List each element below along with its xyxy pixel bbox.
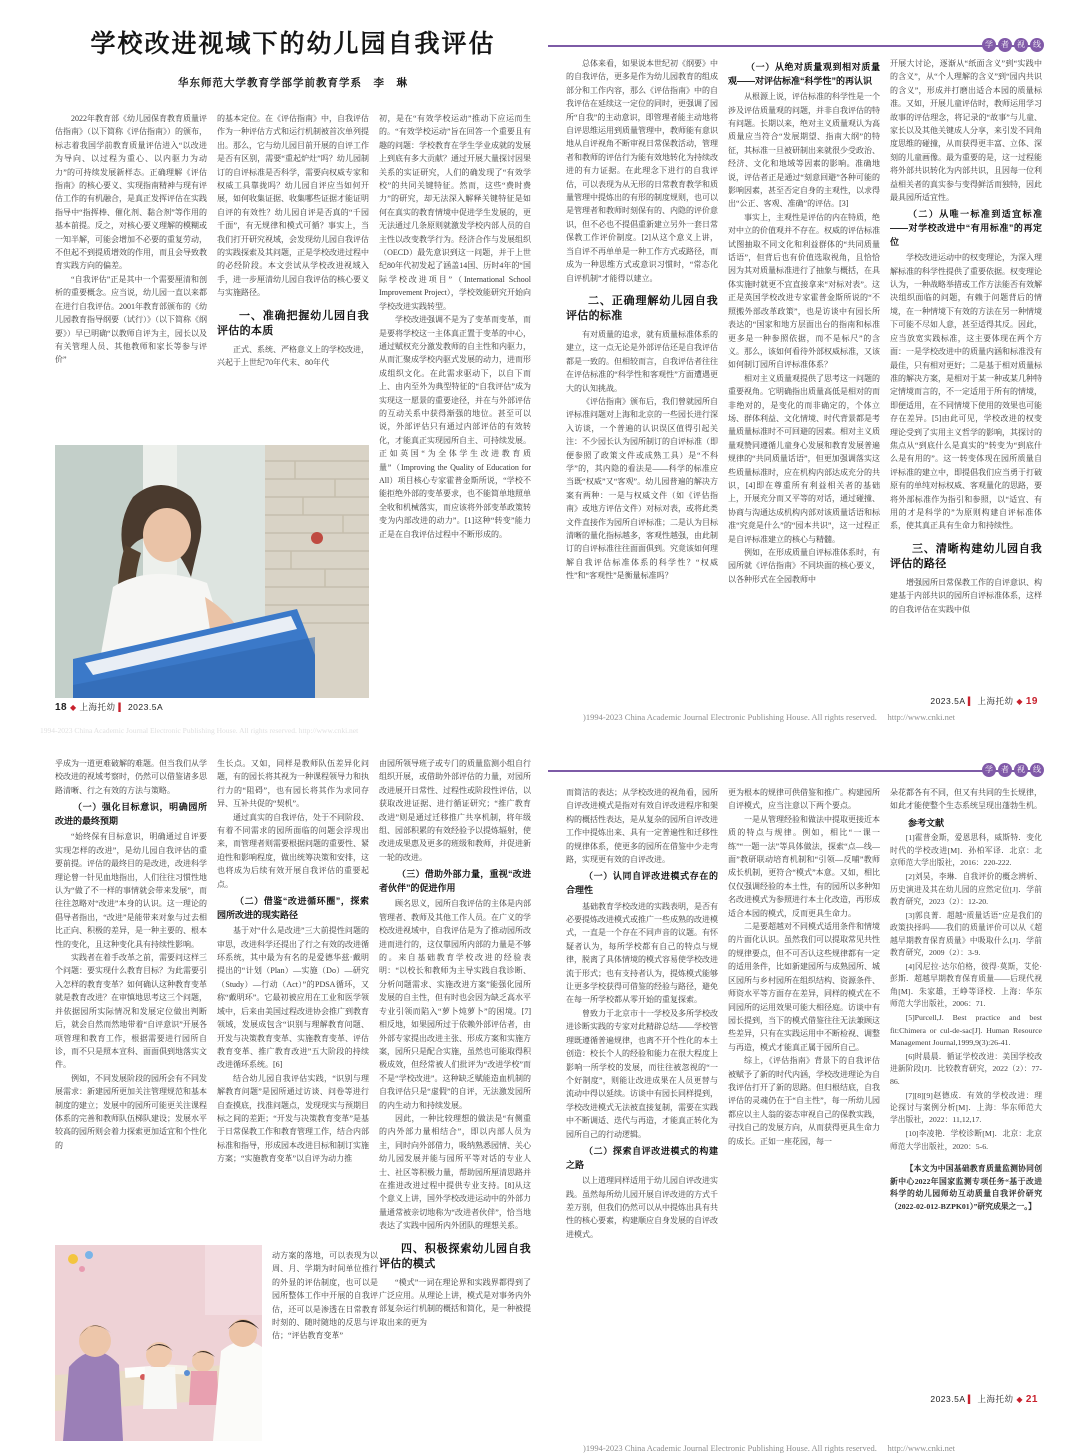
reference-item: [7][8][9]赵德成．有效的学校改进：理论探讨与案例分析[M]．上海：华东师范大学出版社，2022：11,12,17.	[890, 1090, 1042, 1125]
paragraph: 结合幼儿园自我评估实践，“识别与理解教育问题”是园所通过访谈、问卷等进行自查摸底，找准问题点，发现现实与预期目标之间的差距；“开发与决策教育变革”是基于日常保教工作和教育管理工作，结合内部标准和指导，形成园本改进目标和制订实施方案；“实施教育变革”以自评为动力推	[217, 1073, 369, 1164]
badge-char: 线	[1030, 763, 1044, 777]
paragraph: 正式、系统、严格意义上的学校改进，兴起于上世纪70年代末、80年代	[217, 344, 369, 368]
diamond-icon: ◆	[1016, 1395, 1023, 1404]
badge-char: 者	[998, 763, 1012, 777]
issue-label: 2023.5A	[930, 1394, 966, 1404]
column-badge-scholar-view	[982, 763, 1044, 777]
p20-column-3	[379, 757, 531, 1449]
page-footer-18	[55, 701, 163, 713]
paragraph-continued: 初，是在“有效学校运动”推动下应运而生的。“有效学校运动”旨在回答一个重要且有趣的问题：学校教育在学生学业成就的发展上到底有多大贡献？通过开展大量探讨因果关系的实证研究，人们的确发现了“有效学校”的共同关键特征。然而，这些“费时费力”的研究，却无法深入解释关键特征是如何在真实的教育情境中促进学生发展的，更无法通过几条原则就激发学校内部人员的自主性以改变教学行为。经济合作与发展组织（OECD）最先意识到这一问题，并于上世纪80年代初发起了涵盖14国、历时4年的“国际学校改进项目”（International School Improvement Project），学校效能研究开始向学校改进实践转型。	[379, 114, 531, 311]
issue-label: 2023.5A	[930, 696, 966, 706]
subsection-heading: （二）探索自评改进模式的构建之路	[566, 1145, 718, 1170]
section-heading: 一、准确把握幼儿园自我评估的本质	[217, 309, 369, 337]
page-number: 21	[1025, 1394, 1038, 1405]
paragraph-continued: 更为根本的规律可供借鉴和推广。构建园所自评模式，应当注意以下两个要点。	[728, 788, 880, 811]
header-rule	[548, 770, 1040, 772]
badge-char: 学	[982, 763, 996, 777]
subsection-heading: （二）从唯一标准到适宜标准——对学校改进中“有用标准”的再定位	[890, 209, 1042, 247]
page-number: 18	[55, 702, 68, 713]
header-rule	[548, 45, 1040, 47]
paragraph-continued: 而简洁的表达；从学校改进的视角看，园所自评改进模式是指对有效自评改进程序和架构的概括性表达，是从复杂的园所自评改进工作中提炼出来、具有一定普遍性和迁移性的规律体系，使更多的园所在借鉴中少走弯路，实现更有效的自评改进。	[566, 788, 718, 865]
subsection-heading: （一）认同自评改进模式存在的合理性	[566, 871, 718, 896]
section-heading: 二、正确理解幼儿园自我评估的标准	[566, 294, 718, 322]
article-byline: 华东师范大学教育学部学前教育学系 李 琳	[178, 77, 408, 89]
paragraph: “模式”一词在理论界和实践界都得到了广泛应用。从理论上讲，模式是对事务内外部复杂运行机制的概括和简化，是一种被提取出来的更为	[379, 1277, 531, 1327]
paragraph: 二是要超越对不同模式适用条件和情境的片面化认识。虽然我们可以提取常见共性的规律要点，但不可否认这些规律都有一定的适用条件，比如新建园所与成熟园所、城区园所与乡村园所在组织结构、资源条件、师资水平等方面存在差异，同样的模式在不同园所的运用效果可能大相径庭。访谈中有园长提到，当下的模式借鉴往往无法兼顾这些差异，只有在实践运用中不断检视、调整与再造，模式才能真正属于园所自己。	[728, 922, 880, 1052]
photo-teacher-reading-document	[55, 445, 369, 698]
paragraph: 曾致力于北京市十一学校及多所学校改进诊断实践的专家对此精辟总结——学校管理既遵循普遍规律，也离不开个性化的本土创造：校长个人的经验和能力在很大程度上影响一所学校的发展，而往往被忽视的“一个好制度”，则能让改进成果在人员更替与流动中得以延续。访谈中有园长同样提到，学校改进模式无法被直接复制，需要在实践中不断调适、迭代与再造，才能真正转化为园所自己的行动逻辑。	[566, 1008, 718, 1139]
paragraph: “始终保有目标意识，明确通过自评要实现怎样的改进”，是幼儿园自我评估的重要前提。评估的最终目的是改进，改进科学理论曾一针见血地指出，人们往往习惯性地认为“做了不一样的事情就会带来发展”，而往往忽略对“改进”本身的认识。这一理论的倡导者指出，“改进”是能带来对象与过去相比正向、积极的差异，是一种主要的、根本性的变化，且这种变化具有持续性影响。	[55, 832, 207, 949]
reference-item: [5]Purcell,J. Best practice and best fit:Chimera or cul-de-sac[J]. Human Resource Management Journal,1999,9(3):26-41.	[890, 1013, 1042, 1047]
diamond-icon: ◆	[70, 703, 77, 712]
p20-column-1	[55, 757, 207, 1246]
reference-item: [1]霍普金斯，爱恩思科，威斯特．变化时代的学校改进[M]．孙柏军译．北京：北京师范大学出版社，2016：220-222.	[890, 833, 1042, 868]
paragraph: 通过真实的自我评估，处于不同阶段、有着不同需求的园所面临的问题会浮现出来，而管理者则需要根据问题的重要性、紧迫性和影响程度，做出统筹决策和安排，这也将成为后续有效开展自我评估的重要起点。	[217, 812, 369, 889]
funding-note: 【本文为中国基础教育质量监测协同创新中心2022年国家监测专项任务“基于改进科学的幼儿园师幼互动质量自我评价研究（2022-02-012-BZPK01）”研究成果之一。】	[890, 1164, 1042, 1211]
subsection-heading: （一）从绝对质量观到相对质量观——对评估标准“科学性”的再认识	[728, 62, 880, 86]
paragraph-continued: 乎成为一道更难破解的难题。但当我们从学校改进的视域考察时，仍然可以借鉴诸多思路清晰、行之有效的方法与策略。	[55, 759, 207, 795]
p18-column-3	[379, 112, 531, 700]
badge-char: 视	[1014, 763, 1028, 777]
paragraph: 学校改进强调不是为了变革而变革，而是要将学校这一主体真正置于变革的中心，通过赋权充分激发教师的自主性和内驱力，从而汇聚成学校内驱式发展的动力，进而形成组织文化。在此需求驱动下，以自下而上、由内至外为典型特征的“自我评估”成为实现这一愿景的重要途径，并在与外部评估的互动关系中获得渐强的地位。甚至可以说，外部评估只有通过内部评估的有效转化，才能真正实现园所自主、可持续发展。正如英国“为全体学生改进教育质量”（Improving the Quality of Education for All）项目核心专家霍普金斯所说，“学校不能拒绝外部的变革要求，也不能简单地照单全收和机械落实，而应该将外部变革政策转变为内部改进的动力”。[1]这种“转变”能力正是在自我评估过程中不断形成的。	[379, 315, 531, 539]
paragraph: 以上道理同样适用于幼儿园自评改进实践。虽然每所幼儿园开展自评改进的方式千差万别，但我们仍然可以从中提炼出具有共性的核心要素，构建顺应自身发展的自评改进模式。	[566, 1176, 718, 1239]
paragraph-continued: 朵花都各有不同，但又有共同的生长规律，如此才能使整个生态系统呈现出蓬勃生机。	[890, 788, 1042, 811]
page-21	[548, 752, 1048, 1454]
paragraph: 基础教育学校改进的实践表明，是否有必要提炼改进模式或推广一些成熟的改进模式，一直是一个存在不同声音的议题。有怀疑者认为，每所学校都有自己的特点与规律，脱离了具体情境的模式容易使学校改进流于形式；也有支持者认为，提炼模式能够让更多学校获得可借鉴的经验与路径，避免在每一所学校都从零开始的重复探索。	[566, 901, 718, 1005]
p21-column-1	[566, 786, 718, 1416]
article-header	[55, 24, 531, 90]
page-19	[548, 0, 1048, 740]
page-number: 19	[1025, 696, 1038, 707]
subsection-heading: （一）强化目标意识，明确园所改进的最终预期	[55, 802, 207, 826]
subsection-heading: 参考文献	[908, 817, 945, 828]
paragraph-continued: 动方案的落地，可以表现为以周、月、学期为时间单位推行的外显的评估制度，也可以是园所整体工作中开展的自我评估，还可以是渗透在日常教育时刻的、随时随地的反思与评估；“评估教育变革”	[272, 1251, 378, 1341]
paragraph: 因此，一种比较理想的做法是“有侧重的内外部力量相结合”，即以内部人员为主，同时向外部借力，吸纳熟悉园情、关心幼儿园发展并能与园所平等对话的专业人士、社区等积极力量，帮助园所厘清思路并在推进改进过程中提供专业支持。[8]从这个意义上讲，国外学校改进运动中的外部力量通常被亲切地称为“改进者伙伴”，恰当地表达了实践中园所内外团队的理想关系。	[379, 1113, 531, 1231]
copyright-line-bottom: )1994-2023 China Academic Journal Electronic Publishing House. All rights reserved. http://www.cnki.net	[583, 1443, 955, 1453]
reference-item: [3]郭良菁．超越“质量话语”应是我们的政策抉择吗——我们的质量评价可以从《超越早期教育保育质量》中吸取什么[J]．学前教育研究，2009（2）：3-9.	[890, 910, 1042, 958]
copyright-line-faint: 1994-2023 China Academic Journal Electronic Publishing House. All rights reserved. http://www.cnki.net	[40, 726, 359, 735]
paragraph: 事实上，主观性是评估的内在特质，绝对中立的价值观并不存在。权威的评估标准试图抽取不同文化和利益群体的“共同质量话语”，但背后也有价值选取视角，且恰恰因为其对质量标准进行了抽象与概括，在具体实施时就更不宜直接拿来“对标对表”。这正是英国学校改进专家霍普金斯所说的“不照搬外部改革政策”，也是访谈中有园长所表达的“国家和地方层面出台的指南和标准更多是一种参照依据，而不是标尺”的含义。那么，该如何看待外部权威标准，又该如何制订园所自评标准体系？	[728, 212, 880, 370]
section-heading: 四、积极探索幼儿园自我评估的模式	[379, 1242, 531, 1270]
paragraph: 相对主义质量观提供了思考这一问题的重要视角。它明确指出质量高低是相对的而非绝对的，是变化的而非确定的，个体立场、群体利益、文化情境、时代背景都是考量质量标准时不可回避的因素。相对主义质量观赞同遵循儿童身心发展和教育发展普遍规律的“共同质量话语”，但更加强调落实这些质量标准时，应在机构内部达成充分的共识，[4]即在尊重所有利益相关者的基础上，开展充分而又平等的对话，通过碰撞、协商与沟通达成机构内部对该质量话语和标准“究竟是什么”的“园本共识”，这一过程正是自评标准建立的核心与精髓。	[728, 373, 880, 544]
p20-column-2	[217, 757, 369, 1246]
paragraph: 学校改进运动中的权变理论，为深入理解标准的科学性提供了重要依据。权变理论认为，一种战略举措或工作方法能否有效解决组织面临的问题，有赖于问题背后的情境，在一种情境下有效的方法在另一种情境下可能不尽如人意，甚至适得其反。因此，应当放宽实践标准，这主要体现在两个方面：一是学校改进中的质量内涵和标准没有最佳，只有相对更好；二是基于相对质量标准的解决方案，是相对于某一种或某几种特定情境而言的，不一定适用于所有的情境，即便适用，在不同情境下使用的效果也可能存在差异。[5]由此可见，学校改进的权变理论受到了实用主义哲学的影响，其探讨的焦点从“到底什么是真实的”转变为“到底什么是有用的”。这一转变体现在园所质量自评标准的建立中，即提倡我们应当勇于打破原有的单纯对标权威、客观量化的思路，要将外部标准作为指引和参照，以“适宜、有用的才是科学的”为原则构建自评标准体系，使其真正具有生命力和持续性。	[890, 253, 1042, 531]
reference-item: [2]刘昊，李琳．自我评价的概念辨析、历史演进及其在幼儿园的应然定位[J]．学前教育研究，2023（2）：12-20.	[890, 872, 1042, 906]
reference-item: [6]时晨晨．循证学校改进：美国学校改进新阶段[J]．比较教育研究，2022（2）：77-86.	[890, 1051, 1042, 1086]
journal-name: 上海托幼	[977, 696, 1014, 706]
article-title: 学校改进视域下的幼儿园自我评估	[90, 30, 496, 58]
p21-column-3	[890, 786, 1042, 1382]
paragraph: 基于对“什么是改进”三大前提性问题的审思，改进科学还提出了行之有效的改进循环系统，其中最为有名的是爱德华兹·戴明提出的“计划（Plan）—实施（Do）—研究（Study）—行动（Act）”的PDSA循环，又称“戴明环”。它最初被应用在工业和医学领域中，后来由美国过程改进协会推广到教育领域，发展成包含“识别与理解教育问题、开发与决策教育变革、实施教育变革、评估教育变革、推广教育改进”五大阶段的持续改进循环系统。[6]	[217, 926, 369, 1070]
subsection-heading: （二）借鉴“改进循环圈”，探索园所改进的现实路径	[217, 896, 369, 920]
badge-char: 者	[998, 38, 1012, 52]
paragraph: 实践者在着手改革之前，需要问这样三个问题：要实现什么教育目标？为此需要引入怎样的教育变革？如何确认这种教育变革就是教育改进？在审慎地思考这三个问题，并依据园所实际情况和发展定位做出判断后，就会自然而然地带着“自评意识”开展各项管理和教育工作，根据需要进行园所自诊，而不只是照本宣科、面面俱到地落实文件。	[55, 953, 207, 1070]
p20-column-2-continued	[272, 1249, 378, 1447]
paragraph: “自我评估”正是其中一个需要厘清和剖析的重要概念。应当说，幼儿园一直以来都在进行自我评估。2001年教育部颁布的《幼儿园教育指导纲要（试行）》（以下简称《纲要》）早已明确“以教师自评为主，园长以及有关管理人员、其他教师和家长等参与评价”	[55, 274, 207, 365]
paragraph: 顾名思义，园所自我评估的主体是内部管理者、教师及其他工作人员。在广义的学校改进视域中，自我评估是为了推动园所改进而进行的，这仅靠园所内部的力量是不够的。来自基础教育学校改进的经验表明：“以校长和教师为主导实践自我诊断、分析问题需求、实施改进方案”能强化园所发展的自主性，但有时也会因为缺乏高水平专业引领而陷入“萝卜炖萝卜”的困境。[7]相反地，如果园所过于依赖外部评估者，由外部专家提出改进主张、形成方案和实施方案，园所只是配合实施，虽然也可能取得积极成效，但经常被人们批评为“改进学校”而不是“学校改进”。这种缺乏赋能造血机制的自我评估只是“虚假”的自评，无法激发园所的内生动力和持续发展。	[379, 899, 531, 1110]
badge-char: 视	[1014, 38, 1028, 52]
bar-icon: ▍	[118, 703, 126, 712]
section-heading: 三、清晰构建幼儿园自我评估的路径	[890, 542, 1042, 570]
bar-icon: ▍	[967, 1395, 975, 1404]
paragraph-continued: 的基本定位。在《评估指南》中，自我评估作为一种评估方式和运行机制被首次单列提出。那么，它与幼儿园目前开展的自评工作是否有区别，需要“重起炉灶”吗？幼儿园制订的自评标准是否科学，需要向权威专家和权威工具靠拢吗？幼儿园自评应当如何开展，如何收集证据、收集哪些证据才能证明自评的有效性？幼儿园自评是否真的“千园千面”，有无规律和模式可循？事实上，当我们打开研究视域，会发现幼儿园自我评估的实践探索及其问题，正是学校改进过程中的必经阶段。本文尝试从学校改进视域入手，进一步厘清幼儿园自我评估的核心要义与实施路径。	[217, 114, 369, 298]
page-footer-21	[930, 1393, 1038, 1405]
paragraph: 总体来看，如果说本世纪初《纲要》中的自我评估，更多是作为幼儿园教育的组成部分和工作内容，那么《评估指南》中的自我评估在延续这一定位的同时，更强调了园所“自我”的主动意识，即管理者能主动地将自评思维运用到质量管理中，教师能有意识地从自评视角不断审视日常保教活动，管理者和教师的评估行为能有效地转化为持续改进的有力证据。在此理念下进行的自我评估，可以表现为从无形的日常教育教学和质量管理中提炼出的有形的制度规则，也可以是管理者和教师时刻保有的、内隐的评价意识，但不必也不提倡重新建立另外一套日常保教工作评价制度。[2]从这个意义上讲，当自评不再单单是一种工作方式或路径，而成为一种思维方式或意识习惯时，“常态化自评机制”才能得以建立。	[566, 59, 718, 283]
paragraph: 从根源上说，评估标准的科学性是一个涉及评估质量观的问题，并非自我评估的特有问题。长期以来，绝对主义质量观认为高质量应当符合“发展期望、指南大纲”的特征，其标准一旦被研制出来就很少受政治、经济、文化和地域等因素的影响。准确地说，评估者正是通过“刻意回避”各种可能的影响因素，甚至否定自身的主观性，以求得出“公正、客观、准确”的评估。[3]	[728, 92, 880, 209]
p19-column-2	[728, 57, 880, 697]
paragraph: 例如，在形成质量自评标准体系时，有园所就《评估指南》不同块面的核心要义，以各种形式在全园教师中	[728, 548, 880, 584]
paragraph: 一是从管理经验和做法中提取更接近本质的特点与规律。例如，相比“一课一练”“一题一法”等具体做法，探索“点—线—面”教研联动培育机制和“引领—反哺”教师成长机制，更符合“模式”本意。又如，相比仅仅强调经验的本土性，有的园所以多种知名改进模式为参照进行本土化改造，再形成适合本园的模式，反而更具生命力。	[728, 814, 880, 918]
p18-column-2	[217, 112, 369, 445]
badge-char: 学	[982, 38, 996, 52]
p19-column-3	[890, 57, 1042, 697]
reference-item: [10]李凌艳．学校诊断[M]．北京：北京师范大学出版社，2020：5-6.	[890, 1129, 1042, 1151]
paragraph: 2022年教育部《幼儿园保育教育质量评估指南》（以下简称《评估指南》）的颁布，标志着我国学前教育质量评估进入“以改进为导向、以过程为重心、以内驱力为动力”的可持续发展新样态。正确理解《评估指南》的核心要义、实现指南精神与现有评估工作的有机融合，是真正发挥评估在实践指导中“指挥棒、催化剂、黏合剂”等作用的基本前提。反之，对核心要义理解的模糊或一知半解，可能会增加不必要的重复劳动，不但起不到提质增效的作用，而且会导致教育实践方向的偏差。	[55, 114, 207, 271]
photo-teacher-reading-illustration	[55, 445, 369, 698]
paragraph: 有对质量的追求，就有质量标准体系的建立，这一点无论是外部评估还是自我评估都是一致的。但相较而言，自我评估者往往在评估标准的“科学性和客观性”方面遭遇更大的认知挑战。	[566, 329, 718, 393]
badge-char: 线	[1030, 38, 1044, 52]
paragraph: 增强园所日常保教工作的自评意识、构建基于内部共识的园所自评标准体系，这样的自我评估在实践中似	[890, 577, 1042, 614]
p19-column-1	[566, 57, 718, 697]
photo-classroom-illustration	[55, 1245, 262, 1441]
page-footer-19	[930, 695, 1038, 707]
diamond-icon: ◆	[1016, 697, 1023, 706]
paragraph-continued: 由园所领导班子或专门的质量监测小组自行组织开展，或借助外部评估的力量，对园所改进展开日常性、过程性或阶段性评估，以获取改进证据、进行循证研究；“推广教育改进”则是通过迁移推广共享机制，将年级组、园部积累的有效经验予以提炼辐射，使改进成果惠及更多的班级和教师，并促进新一轮的改进。	[379, 759, 531, 862]
paragraph: 综上，《评估指南》背景下的自我评估被赋予了新的时代内涵，学校改进理论为自我评估打开了新的思路。但归根结底，自我评估的灵魂仍在于“自主性”，每一所幼儿园都应以主人翁的姿态审视自己的保教实践，寻找自己的发展方向，从而获得更具生命力的成长。正如一座花园，每一	[728, 1056, 880, 1146]
reference-item: [4]冈尼拉·达尔伯格，彼得·莫斯，艾伦·彭斯．超越早期教育保育质量——后现代视角[M]．朱家雄，王峥等译校．上海：华东师范大学出版社，2006：71.	[890, 961, 1042, 1009]
photo-classroom-children	[55, 1245, 262, 1441]
column-badge-scholar-view	[982, 38, 1044, 52]
copyright-line: )1994-2023 China Academic Journal Electronic Publishing House. All rights reserved. http://www.cnki.net	[583, 712, 955, 722]
page-18	[40, 0, 545, 740]
p18-column-1	[55, 112, 207, 445]
subsection-heading: （三）借助外部力量，重视“改进者伙伴”的促进作用	[379, 869, 531, 893]
bar-icon: ▍	[967, 697, 975, 706]
journal-name: 上海托幼	[977, 1394, 1014, 1404]
paragraph: 《评估指南》颁布后，我们曾就园所自评标准问题对上海和北京的一些园长进行深入访谈，一个普遍的认识误区值得引起关注：不少园长认为园所制订的自评标准（即便参照了政策文件或成熟工具）是“不科学”的，其内隐的看法是——科学的标准应当既“权威”又“客观”。幼儿园普遍的解决方案有两种：一是与权威文件（如《评估指南》或地方评估文件）对标对表，或将此类文件直接作为园所自评标准；二是认为目标清晰的量化指标越多，客观性越强，由此制订的自评标准往往面面俱到。究竟该如何理解自我评估标准体系的科学性？“权威性”和“客观性”是衡量标准吗？	[566, 396, 718, 581]
page-20	[40, 752, 545, 1454]
paragraph-continued: 生长点。又如，同样是教师队伍差异化问题，有的园长将其视为一种课程领导力和执行力的“阻碍”，也有园长将其作为求同存异、互补共促的“契机”。	[217, 759, 369, 809]
paragraph: 例如，不同发展阶段的园所会有不同发展需求：新建园所更加关注管理规范和基本制度的建立；发展中的园所可能更关注课程体系的完善和教师队伍梯队建设；发展水平较高的园所则会着力探索更加适宜和个性化的	[55, 1073, 207, 1150]
issue-label: 2023.5A	[127, 702, 164, 712]
p21-column-2	[728, 786, 880, 1416]
journal-name: 上海托幼	[79, 702, 116, 712]
paragraph-continued: 开展大讨论，逐渐从“纸面含义”到“实践中的含义”，从“个人理解的含义”到“园内共识的含义”，形成并打磨出适合本园的质量标准。又如，开展儿童评估时，教师运用学习故事的评估理念，将记录的“故事”与儿童、家长以及其他关键成人分享，来引发不同角度思维的碰撞，从而获得更丰富、立体、深刻的儿童画像。最为重要的是，这一过程能将外部共识转化为内部共识，且因每一位利益相关者的真实参与变得鲜活而独特，因此最具园所适宜性。	[890, 59, 1042, 203]
